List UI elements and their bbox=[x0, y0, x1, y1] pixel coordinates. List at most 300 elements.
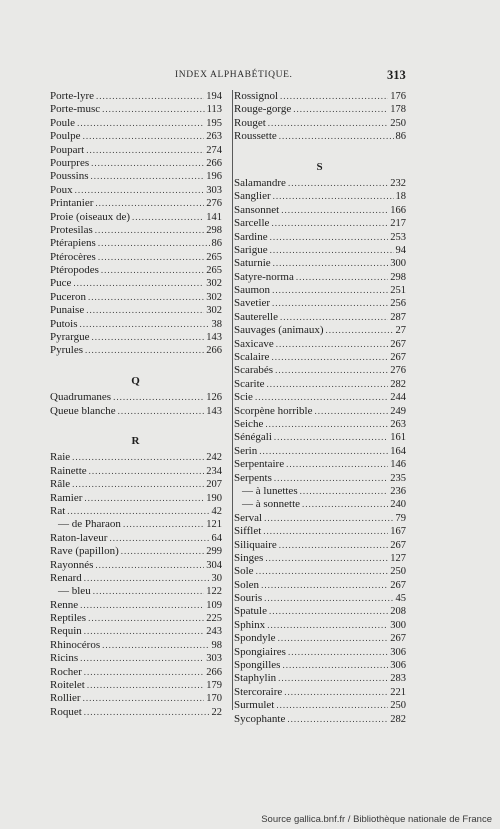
index-entry bbox=[234, 391, 406, 404]
dot-leader bbox=[88, 291, 204, 304]
index-entry bbox=[234, 472, 406, 485]
section-letter-r: R bbox=[131, 435, 141, 448]
dot-leader bbox=[279, 130, 394, 143]
dot-leader bbox=[264, 592, 393, 605]
entry-page-number: 167 bbox=[390, 526, 406, 538]
q-entries bbox=[50, 391, 222, 418]
entry-page-number: 113 bbox=[206, 104, 222, 116]
dot-leader bbox=[270, 244, 394, 257]
entry-term: Surmulet bbox=[234, 699, 275, 712]
entry-page-number: 266 bbox=[206, 157, 222, 169]
index-entry bbox=[234, 177, 406, 190]
dot-leader bbox=[89, 465, 205, 478]
index-entry bbox=[234, 257, 406, 270]
page-header bbox=[0, 64, 500, 84]
entry-term: Staphylin bbox=[234, 672, 277, 685]
dot-leader bbox=[87, 679, 204, 692]
dot-leader bbox=[86, 304, 204, 317]
entry-page-number: 217 bbox=[390, 218, 406, 230]
index-entry bbox=[234, 338, 406, 351]
entry-term: Poule bbox=[50, 116, 76, 129]
entry-term: Ptérapiens bbox=[50, 237, 96, 250]
entry-term: Siliquaire bbox=[234, 538, 277, 551]
entry-term: Ricins bbox=[50, 652, 79, 665]
section-gap bbox=[234, 144, 406, 157]
index-entry bbox=[234, 512, 406, 525]
entry-page-number: 282 bbox=[390, 378, 406, 390]
index-entry bbox=[234, 458, 406, 471]
dot-leader bbox=[72, 478, 204, 491]
dot-leader bbox=[282, 659, 388, 672]
section-letter-q: Q bbox=[131, 375, 141, 388]
entry-term: Sycophante bbox=[234, 712, 286, 725]
dot-leader bbox=[278, 672, 388, 685]
entry-term: Roussette bbox=[234, 130, 277, 143]
entry-term: Sénégali bbox=[234, 431, 272, 444]
index-entry bbox=[234, 565, 406, 578]
dot-leader bbox=[267, 378, 389, 391]
index-entry bbox=[50, 90, 222, 103]
index-column-right bbox=[234, 90, 406, 726]
entry-page-number: 300 bbox=[390, 619, 406, 631]
index-entry bbox=[234, 378, 406, 391]
entry-term: Pourpres bbox=[50, 156, 90, 169]
entry-page-number: 302 bbox=[206, 278, 222, 290]
entry-page-number: 265 bbox=[206, 265, 222, 277]
entry-term: — à sonnette bbox=[242, 498, 301, 511]
index-entry bbox=[50, 117, 222, 130]
dot-leader bbox=[255, 391, 388, 404]
index-entry bbox=[50, 559, 222, 572]
entry-term: Protesilas bbox=[50, 223, 93, 236]
entry-page-number: 242 bbox=[206, 452, 222, 464]
entry-page-number: 240 bbox=[390, 499, 406, 511]
index-entry bbox=[50, 545, 222, 558]
index-entry bbox=[234, 284, 406, 297]
entry-term: Rocher bbox=[50, 665, 82, 678]
entry-page-number: 306 bbox=[390, 660, 406, 672]
entry-page-number: 250 bbox=[390, 117, 406, 129]
entry-term: Serin bbox=[234, 444, 258, 457]
entry-page-number: 300 bbox=[390, 258, 406, 270]
entry-page-number: 299 bbox=[206, 546, 222, 558]
entry-term: Poussins bbox=[50, 170, 89, 183]
index-entry bbox=[50, 706, 222, 719]
entry-term: Porte-musc bbox=[50, 103, 101, 116]
index-entry bbox=[50, 157, 222, 170]
entry-page-number: 267 bbox=[390, 539, 406, 551]
entry-page-number: 266 bbox=[206, 666, 222, 678]
index-entry bbox=[234, 699, 406, 712]
entry-term: Satyre-norma bbox=[234, 270, 294, 283]
dot-leader bbox=[259, 445, 388, 458]
entry-term: — de Pharaon bbox=[58, 518, 121, 531]
index-entry bbox=[50, 451, 222, 464]
dot-leader bbox=[83, 692, 205, 705]
entry-page-number: 302 bbox=[206, 305, 222, 317]
index-entry bbox=[234, 659, 406, 672]
entry-page-number: 161 bbox=[390, 432, 406, 444]
index-entry bbox=[50, 666, 222, 679]
index-entry bbox=[50, 505, 222, 518]
dot-leader bbox=[96, 90, 204, 103]
index-entry bbox=[234, 646, 406, 659]
entry-term: Queue blanche bbox=[50, 404, 116, 417]
source-credit: Source gallica.bnf.fr / Bibliothèque nationale de France bbox=[261, 814, 492, 825]
entry-term: Scorpène horrible bbox=[234, 404, 313, 417]
dot-leader bbox=[267, 619, 388, 632]
index-column-left bbox=[50, 90, 222, 719]
entry-page-number: 253 bbox=[390, 231, 406, 243]
entry-term: Salamandre bbox=[234, 176, 286, 189]
index-entry bbox=[234, 405, 406, 418]
dot-leader bbox=[121, 545, 205, 558]
index-entry bbox=[50, 170, 222, 183]
entry-page-number: 207 bbox=[206, 479, 222, 491]
index-entry bbox=[50, 652, 222, 665]
index-entry bbox=[50, 344, 222, 357]
entry-page-number: 94 bbox=[395, 244, 406, 256]
dot-leader bbox=[273, 257, 389, 270]
section-gap bbox=[50, 418, 222, 431]
entry-term: Sauvages (animaux) bbox=[234, 324, 324, 337]
dot-leader bbox=[84, 572, 210, 585]
entry-page-number: 243 bbox=[206, 626, 222, 638]
dot-leader bbox=[270, 231, 389, 244]
index-entry bbox=[234, 539, 406, 552]
p-entries bbox=[50, 90, 222, 358]
entry-term: Spongilles bbox=[234, 659, 281, 672]
entry-page-number: 302 bbox=[206, 291, 222, 303]
entry-term: Punaise bbox=[50, 304, 85, 317]
entry-page-number: 208 bbox=[390, 606, 406, 618]
index-entry bbox=[234, 619, 406, 632]
entry-term: Requin bbox=[50, 625, 82, 638]
entry-term: Quadrumanes bbox=[50, 391, 112, 404]
dot-leader bbox=[80, 599, 204, 612]
dot-leader bbox=[261, 579, 388, 592]
dot-leader bbox=[85, 344, 204, 357]
dot-leader bbox=[102, 103, 205, 116]
entry-term: Saumon bbox=[234, 284, 271, 297]
entry-term: Serpents bbox=[234, 471, 272, 484]
dot-leader bbox=[288, 177, 388, 190]
entry-term: Spongiaires bbox=[234, 645, 286, 658]
entry-page-number: 127 bbox=[390, 552, 406, 564]
index-entry bbox=[50, 585, 222, 598]
index-entry bbox=[50, 318, 222, 331]
entry-page-number: 178 bbox=[390, 104, 406, 116]
dot-leader bbox=[256, 565, 389, 578]
dot-leader bbox=[98, 237, 210, 250]
page-number: 313 bbox=[387, 68, 406, 82]
index-entry bbox=[234, 605, 406, 618]
entry-page-number: 126 bbox=[206, 392, 222, 404]
entry-term: Saxicave bbox=[234, 337, 274, 350]
entry-term: Putois bbox=[50, 317, 78, 330]
entry-term: Rhinocéros bbox=[50, 638, 101, 651]
index-entry bbox=[234, 324, 406, 337]
entry-page-number: 146 bbox=[390, 459, 406, 471]
index-entry bbox=[50, 391, 222, 404]
index-entry bbox=[50, 572, 222, 585]
entry-term: Rat bbox=[50, 504, 66, 517]
entry-page-number: 195 bbox=[206, 117, 222, 129]
entry-page-number: 276 bbox=[206, 198, 222, 210]
entry-term: Puce bbox=[50, 277, 72, 290]
dot-leader bbox=[123, 518, 204, 531]
entry-term: Puceron bbox=[50, 290, 87, 303]
entry-page-number: 263 bbox=[206, 131, 222, 143]
entry-term: Sarcelle bbox=[234, 217, 270, 230]
section-gap bbox=[50, 358, 222, 371]
entry-term: Rave (papillon) bbox=[50, 545, 119, 558]
index-entry bbox=[50, 251, 222, 264]
index-entry bbox=[234, 686, 406, 699]
entry-page-number: 86 bbox=[395, 131, 406, 143]
entry-term: Sansonnet bbox=[234, 203, 280, 216]
entry-page-number: 196 bbox=[206, 171, 222, 183]
entry-term: Scarabés bbox=[234, 364, 274, 377]
dot-leader bbox=[265, 418, 388, 431]
index-entry bbox=[50, 679, 222, 692]
entry-page-number: 235 bbox=[390, 472, 406, 484]
entry-page-number: 244 bbox=[390, 392, 406, 404]
dot-leader bbox=[263, 525, 388, 538]
dot-leader bbox=[92, 331, 205, 344]
entry-page-number: 266 bbox=[206, 345, 222, 357]
entry-term: — à lunettes bbox=[242, 484, 298, 497]
dot-leader bbox=[265, 552, 388, 565]
index-entry bbox=[234, 297, 406, 310]
entry-term: Poupart bbox=[50, 143, 85, 156]
index-entry bbox=[234, 204, 406, 217]
entry-page-number: 306 bbox=[390, 646, 406, 658]
index-entry bbox=[50, 144, 222, 157]
entry-term: Roquet bbox=[50, 705, 82, 718]
entry-page-number: 256 bbox=[390, 298, 406, 310]
entry-term: Spatule bbox=[234, 605, 267, 618]
index-entry bbox=[50, 599, 222, 612]
index-entry bbox=[50, 304, 222, 317]
entry-page-number: 251 bbox=[390, 285, 406, 297]
dot-leader bbox=[269, 605, 388, 618]
entry-term: Sanglier bbox=[234, 190, 271, 203]
dot-leader bbox=[86, 144, 204, 157]
entry-term: Poulpe bbox=[50, 130, 81, 143]
entry-term: Râle bbox=[50, 478, 71, 491]
dot-leader bbox=[83, 130, 205, 143]
dot-leader bbox=[274, 431, 388, 444]
entry-page-number: 176 bbox=[390, 91, 406, 102]
entry-page-number: 232 bbox=[390, 177, 406, 189]
entry-term: Souris bbox=[234, 592, 263, 605]
entry-page-number: 221 bbox=[390, 686, 406, 698]
index-entry bbox=[50, 478, 222, 491]
dot-leader bbox=[302, 498, 388, 511]
entry-page-number: 121 bbox=[206, 519, 222, 531]
entry-term: Sole bbox=[234, 565, 254, 578]
entry-term: Reptiles bbox=[50, 612, 87, 625]
dot-leader bbox=[275, 364, 388, 377]
entry-term: Ptérocères bbox=[50, 250, 96, 263]
dot-leader bbox=[287, 713, 388, 726]
index-entry bbox=[50, 625, 222, 638]
entry-term: Roitelet bbox=[50, 679, 85, 692]
dot-leader bbox=[113, 391, 204, 404]
dot-leader bbox=[272, 297, 388, 310]
entry-term: Rouget bbox=[234, 116, 266, 129]
dot-leader bbox=[98, 251, 204, 264]
entry-term: Stercoraire bbox=[234, 685, 283, 698]
dot-leader bbox=[280, 311, 388, 324]
entry-term: Pyrules bbox=[50, 344, 83, 357]
entry-page-number: 267 bbox=[390, 579, 406, 591]
section-letter-s: S bbox=[316, 160, 324, 173]
dot-leader bbox=[95, 559, 204, 572]
entry-page-number: 267 bbox=[390, 633, 406, 645]
entry-page-number: 276 bbox=[390, 365, 406, 377]
index-entry bbox=[50, 224, 222, 237]
entry-page-number: 179 bbox=[206, 680, 222, 692]
entry-term: Sifflet bbox=[234, 525, 262, 538]
entry-page-number: 304 bbox=[206, 559, 222, 571]
dot-leader bbox=[72, 451, 204, 464]
entry-page-number: 298 bbox=[206, 224, 222, 236]
index-entry bbox=[50, 532, 222, 545]
entry-page-number: 30 bbox=[211, 572, 222, 584]
dot-leader bbox=[279, 539, 388, 552]
index-entry bbox=[234, 311, 406, 324]
entry-page-number: 64 bbox=[211, 532, 222, 544]
dot-leader bbox=[293, 103, 388, 116]
entry-page-number: 109 bbox=[206, 599, 222, 611]
index-entry bbox=[50, 405, 222, 418]
dot-leader bbox=[286, 458, 388, 471]
entry-term: Sarigue bbox=[234, 243, 268, 256]
running-title: INDEX ALPHABÉTIQUE. bbox=[175, 70, 293, 80]
index-entry bbox=[234, 244, 406, 257]
entry-page-number: 143 bbox=[206, 405, 222, 417]
entry-term: Proie (oiseaux de) bbox=[50, 210, 131, 223]
dot-leader bbox=[95, 224, 204, 237]
entry-page-number: 225 bbox=[206, 613, 222, 625]
dot-leader bbox=[280, 90, 388, 103]
dot-leader bbox=[91, 157, 204, 170]
dot-leader bbox=[84, 706, 210, 719]
dot-leader bbox=[102, 639, 209, 652]
s-entries bbox=[234, 177, 406, 726]
index-entry bbox=[50, 291, 222, 304]
dot-leader bbox=[88, 612, 204, 625]
dot-leader bbox=[109, 532, 209, 545]
index-entry bbox=[50, 103, 222, 116]
entry-page-number: 274 bbox=[206, 144, 222, 156]
entry-term: Sardine bbox=[234, 230, 268, 243]
dot-leader bbox=[84, 666, 204, 679]
entry-page-number: 143 bbox=[206, 332, 222, 344]
entry-page-number: 282 bbox=[390, 713, 406, 725]
index-entry bbox=[234, 552, 406, 565]
dot-leader bbox=[326, 324, 394, 337]
dot-leader bbox=[80, 652, 204, 665]
index-entry bbox=[234, 271, 406, 284]
entry-term: Poux bbox=[50, 183, 73, 196]
entry-term: Rainette bbox=[50, 464, 87, 477]
index-entry bbox=[234, 103, 406, 116]
entry-term: Raie bbox=[50, 451, 71, 464]
index-entry bbox=[50, 518, 222, 531]
entry-page-number: 234 bbox=[206, 465, 222, 477]
entry-page-number: 86 bbox=[211, 238, 222, 250]
entry-page-number: 42 bbox=[211, 505, 222, 517]
index-entry bbox=[234, 485, 406, 498]
entry-page-number: 236 bbox=[390, 485, 406, 497]
index-entry bbox=[234, 445, 406, 458]
entry-term: Serval bbox=[234, 511, 263, 524]
entry-term: Ptéropodes bbox=[50, 264, 99, 277]
entry-term: Singes bbox=[234, 551, 264, 564]
entry-page-number: 18 bbox=[395, 191, 406, 203]
entry-term: Renard bbox=[50, 571, 82, 584]
dot-leader bbox=[268, 117, 388, 130]
entry-term: Rollier bbox=[50, 692, 81, 705]
index-entry bbox=[50, 692, 222, 705]
entry-page-number: 298 bbox=[390, 271, 406, 283]
entry-term: Porte-lyre bbox=[50, 90, 94, 102]
index-entry bbox=[50, 639, 222, 652]
entry-page-number: 164 bbox=[390, 445, 406, 457]
dot-leader bbox=[95, 197, 204, 210]
entry-page-number: 250 bbox=[390, 566, 406, 578]
dot-leader bbox=[264, 512, 393, 525]
index-entry bbox=[234, 130, 406, 143]
entry-page-number: 166 bbox=[390, 204, 406, 216]
entry-page-number: 27 bbox=[395, 325, 406, 337]
entry-page-number: 267 bbox=[390, 338, 406, 350]
index-entry bbox=[50, 465, 222, 478]
index-entry bbox=[234, 364, 406, 377]
entry-term: Renne bbox=[50, 598, 79, 611]
entry-term: Savetier bbox=[234, 297, 271, 310]
entry-term: Scalaire bbox=[234, 351, 270, 364]
entry-term: Rouge-gorge bbox=[234, 103, 292, 116]
index-entry bbox=[234, 418, 406, 431]
index-entry bbox=[234, 592, 406, 605]
index-entry bbox=[50, 237, 222, 250]
entry-page-number: 79 bbox=[395, 512, 406, 524]
index-entry bbox=[234, 498, 406, 511]
entry-term: Serpentaire bbox=[234, 458, 285, 471]
dot-leader bbox=[274, 472, 388, 485]
index-entry bbox=[50, 612, 222, 625]
entry-term: Seiche bbox=[234, 417, 264, 430]
dot-leader bbox=[300, 485, 389, 498]
index-entry bbox=[234, 632, 406, 645]
dot-leader bbox=[276, 338, 389, 351]
index-entry bbox=[50, 184, 222, 197]
dot-leader bbox=[272, 284, 388, 297]
entry-page-number: 98 bbox=[211, 639, 222, 651]
index-entry bbox=[234, 431, 406, 444]
dot-leader bbox=[276, 699, 388, 712]
r-entries bbox=[50, 451, 222, 719]
entry-page-number: 38 bbox=[211, 318, 222, 330]
dot-leader bbox=[288, 646, 388, 659]
column-divider bbox=[232, 90, 233, 710]
index-entry bbox=[50, 492, 222, 505]
entry-page-number: 122 bbox=[206, 586, 222, 598]
